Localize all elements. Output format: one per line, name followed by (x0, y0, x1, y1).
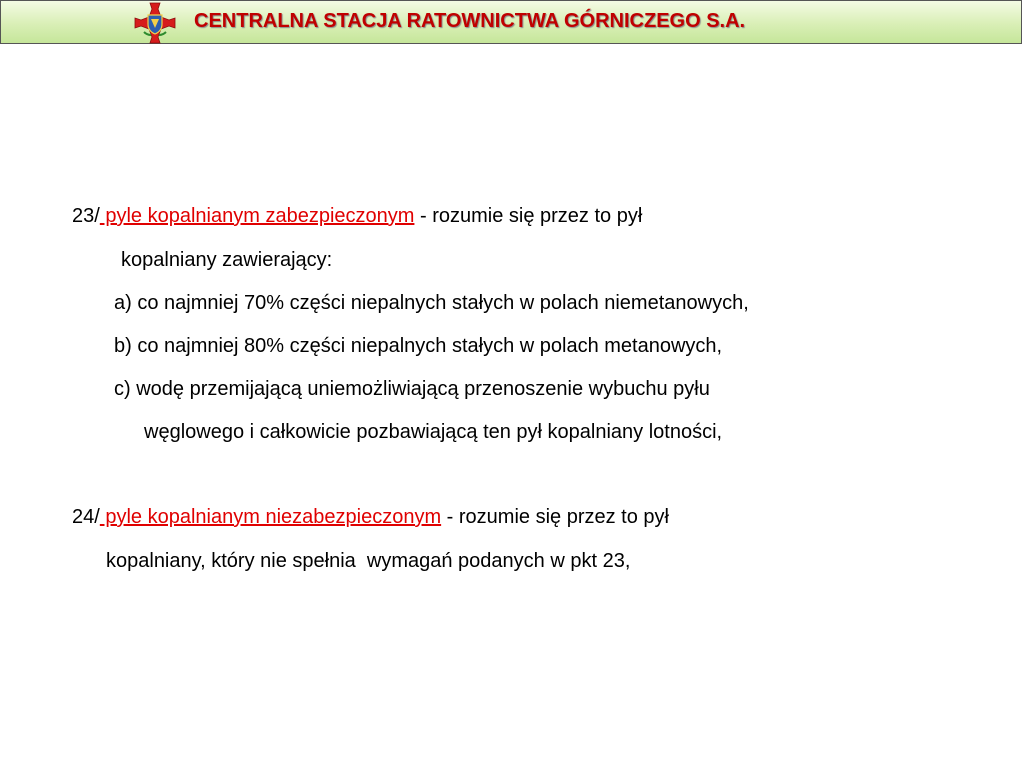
definition-23-term: pyle kopalnianym zabezpieczonym (99, 205, 415, 227)
page-title: CENTRALNA STACJA RATOWNICTWA GÓRNICZEGO S.A. (194, 10, 746, 32)
header-band (0, 0, 1022, 44)
definition-24-line2: kopalniany, który nie spełnia wymagań podanych w pkt 23, (106, 550, 631, 572)
definition-24-term: pyle kopalnianym niezabezpieczonym (99, 506, 442, 528)
definition-23-item-c-cont: węglowego i całkowicie pozbawiającą ten pył kopalniany lotności, (144, 421, 723, 443)
definition-23-item-a: a) co najmniej 70% części niepalnych stałych w polach niemetanowych, (114, 292, 749, 314)
definition-23-line1 (72, 204, 642, 228)
definition-23-item-b: b) co najmniej 80% części niepalnych stałych w polach metanowych, (114, 335, 723, 357)
definition-23-line2: kopalniany zawierający: (121, 249, 333, 271)
definition-23-number: 23/ (72, 205, 100, 227)
definition-24-rest: - rozumie się przez to pył (441, 506, 669, 528)
definition-24-line1 (72, 505, 669, 529)
mine-rescue-cross-icon (133, 1, 177, 45)
definition-23-rest: - rozumie się przez to pył (414, 205, 643, 227)
definition-24-number: 24/ (72, 506, 100, 528)
definition-23-item-c: c) wodę przemijającą uniemożliwiającą przenoszenie wybuchu pyłu (114, 378, 710, 400)
